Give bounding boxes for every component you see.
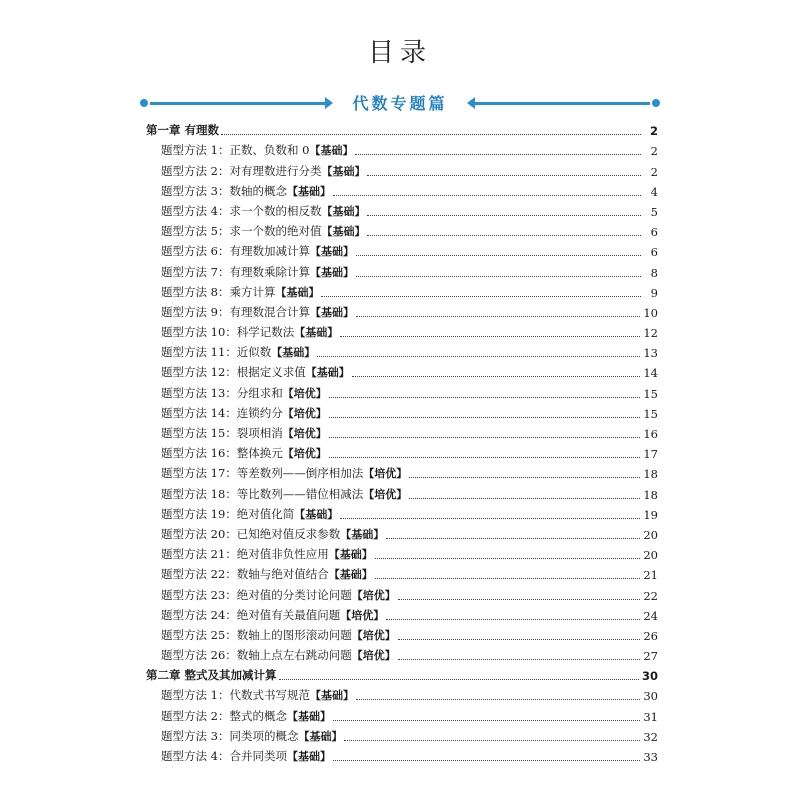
toc-entry-level-tag: 【基础】 [309,305,354,319]
toc-entry-label: 题型方法 6：有理数加减计算 [161,244,310,259]
toc-entry-label: 第一章 有理数 [146,123,220,138]
toc-entry-label: 题型方法 14：连锁约分 [161,405,283,420]
toc-method-entry[interactable] [146,259,658,279]
toc-entry-level-tag: 【培优】 [282,406,327,420]
toc-entry-label: 题型方法 1：代数式书写规范 [161,688,310,703]
toc-page-number: 22 [643,588,658,603]
toc-page-number: 6 [650,225,658,240]
toc-entry-label: 题型方法 22：数轴与绝对值结合 [161,567,329,582]
toc-method-entry[interactable] [146,461,658,481]
toc-entry-label: 题型方法 15：裂项相消 [161,426,283,440]
toc-entry-label: 题型方法 10：科学记数法 [161,325,295,340]
toc-page-number: 20 [643,548,658,563]
toc-dot-leader [333,719,640,721]
toc-dot-leader [356,698,640,700]
toc-entry-level-tag: 【基础】 [286,184,331,198]
toc-dot-leader [333,194,641,196]
toc-method-entry[interactable] [146,683,658,703]
toc-entry-level-tag: 【基础】 [321,225,366,239]
toc-entry-level-tag: 【基础】 [286,709,331,723]
toc-entry-label: 题型方法 9：有理数混合计算 [161,304,310,319]
toc-dot-leader [375,557,641,559]
toc-entry-label: 题型方法 17：等差数列——倒序相加法 [161,466,364,481]
toc-entry-label: 题型方法 4：求一个数的相反数 [161,203,322,218]
toc-method-entry[interactable] [146,360,658,380]
toc-page-number: 20 [643,527,658,542]
banner-line-left [150,102,325,105]
toc-page-number: 32 [643,729,658,744]
section-banner [140,94,660,112]
toc-method-entry[interactable] [146,280,658,300]
toc-method-entry[interactable] [146,643,658,663]
toc-dot-leader [317,355,640,357]
toc-entry-label: 题型方法 20：已知绝对值反求参数 [161,526,341,541]
toc-entry-label: 题型方法 13：分组求和 [161,385,283,400]
toc-page-number: 18 [643,467,658,482]
toc-dot-leader [375,577,641,579]
toc-entry-level-tag: 【基础】 [328,548,373,562]
toc-entry-label: 题型方法 1：正数、负数和 0 [161,143,310,158]
toc-page-number: 12 [643,326,658,341]
toc-page-number: 30 [643,689,658,704]
toc-entry-level-tag: 【基础】 [321,204,366,218]
toc-entry-level-tag: 【培优】 [282,427,327,440]
page-title: 目录 [367,38,432,68]
toc-method-entry[interactable] [146,603,658,623]
toc-dot-leader [340,335,640,337]
toc-page-number: 4 [650,184,658,199]
toc-method-entry[interactable] [146,158,658,178]
toc-dot-leader [356,254,641,256]
toc-dot-leader [356,315,640,317]
toc-method-entry[interactable] [146,320,658,340]
toc-entry-label: 题型方法 18：等比数列——错位相减法 [161,486,364,501]
toc-entry-label: 题型方法 4：合并同类项 [161,749,287,763]
toc-page-number: 26 [643,628,658,643]
toc-entry-label: 题型方法 26：数轴上点左右跳动问题 [161,648,352,663]
toc-page-number: 5 [650,204,658,219]
toc-entry-label: 题型方法 5：求一个数的绝对值 [161,224,322,239]
toc-dot-leader [367,234,641,236]
toc-dot-leader [329,396,641,398]
toc-page-number: 15 [643,406,658,421]
toc-dot-leader [367,174,641,176]
banner-arrow-left [325,97,333,109]
toc-page-number: 18 [643,487,658,502]
toc-entry-level-tag: 【培优】 [282,447,327,461]
toc-page-number: 6 [650,245,658,260]
toc-entry-label: 题型方法 8：乘方计算 [161,284,276,299]
toc-dot-leader [221,133,641,135]
toc-dot-leader [344,739,640,741]
banner-arrow-right [467,97,475,109]
toc-dot-leader [398,638,641,640]
toc-page-number: 27 [643,649,658,664]
toc-entry-level-tag: 【基础】 [328,568,373,582]
toc-entry-label: 题型方法 24：绝对值有关最值问题 [161,607,341,622]
toc-dot-leader [355,153,641,155]
toc-method-entry[interactable] [146,441,658,461]
toc-entry-level-tag: 【基础】 [305,366,350,380]
toc-entry-label: 题型方法 25：数轴上的图形滚动问题 [161,627,352,642]
toc-method-entry[interactable] [146,562,658,582]
toc-method-entry[interactable] [146,421,658,441]
toc-dot-leader [352,375,641,377]
toc-entry-label: 第二章 整式及其加减计算 [146,668,277,683]
toc-entry-label: 题型方法 19：绝对值化简 [161,506,295,521]
toc-page-number: 14 [643,366,658,381]
toc-dot-leader [356,275,641,277]
banner-dot-right [652,99,660,107]
toc-entry-level-tag: 【基础】 [286,750,331,763]
toc-entry-level-tag: 【基础】 [340,527,385,541]
toc-page-number: 19 [643,507,658,522]
toc-dot-leader [329,416,641,418]
toc-entry-label: 题型方法 3：数轴的概念 [161,183,287,198]
toc-entry-level-tag: 【基础】 [298,729,343,743]
toc-method-entry[interactable] [146,522,658,542]
toc-chapter-entry[interactable] [146,118,658,138]
toc-page-number: 9 [650,285,658,300]
toc-dot-leader [367,214,641,216]
toc-method-entry[interactable] [146,239,658,259]
toc-entry-label: 题型方法 11：近似数 [161,345,272,360]
toc-method-entry[interactable] [146,481,658,501]
toc-method-entry[interactable] [146,724,658,744]
toc-page-number: 33 [643,750,658,764]
toc-method-entry[interactable] [146,744,658,764]
banner-line-right [475,102,650,105]
toc-method-entry[interactable] [146,401,658,421]
toc-entry-level-tag: 【基础】 [309,689,354,703]
toc-entry-level-tag: 【基础】 [321,164,366,178]
section-title: 代数专题篇 [352,94,448,113]
toc-entry-label: 题型方法 3：同类项的概念 [161,728,299,743]
toc-entry-level-tag: 【培优】 [340,608,385,622]
toc-entry-level-tag: 【培优】 [363,487,408,501]
toc-chapter-entry[interactable] [146,663,658,683]
toc-entry-level-tag: 【培优】 [351,649,396,663]
toc-method-entry[interactable] [146,340,658,360]
toc-page-number: 15 [643,386,658,401]
toc-entry-level-tag: 【基础】 [271,346,316,360]
toc-method-entry[interactable] [146,219,658,239]
toc-dot-leader [398,598,641,600]
toc-page-number: 16 [643,427,658,441]
toc-page-number: 2 [650,164,658,179]
toc-dot-leader [340,517,640,519]
toc-page-number: 24 [643,608,658,623]
toc-method-entry[interactable] [146,542,658,562]
toc-method-entry[interactable] [146,300,658,320]
toc-entry-level-tag: 【基础】 [309,144,354,158]
toc-dot-leader [329,456,641,458]
toc-method-entry[interactable] [146,703,658,723]
toc-page-number: 17 [643,447,658,462]
toc-entry-level-tag: 【培优】 [351,628,396,642]
toc-page-number: 31 [643,709,658,724]
toc-entry-label: 题型方法 21：绝对值非负性应用 [161,547,329,562]
toc-dot-leader [333,759,640,761]
toc-entry-label: 题型方法 2：整式的概念 [161,708,287,723]
toc-entry-level-tag: 【基础】 [275,285,320,299]
toc-dot-leader [279,678,639,680]
toc-entry-level-tag: 【培优】 [351,588,396,602]
toc-entry-label: 题型方法 23：绝对值的分类讨论问题 [161,587,352,602]
toc-dot-leader [409,476,640,478]
toc-page-number: 30 [641,669,658,684]
toc-page-number: 10 [643,305,658,320]
toc-method-entry[interactable] [146,199,658,219]
toc-entry-level-tag: 【培优】 [282,386,327,400]
toc-method-entry[interactable] [146,179,658,199]
toc-page-number: 21 [643,568,658,583]
toc-entry-level-tag: 【培优】 [363,467,408,481]
toc-entry-level-tag: 【基础】 [294,507,339,521]
toc-entry-level-tag: 【基础】 [309,245,354,259]
toc-entry-label: 题型方法 2：对有理数进行分类 [161,163,322,178]
toc-entry-level-tag: 【基础】 [294,326,339,340]
toc-method-entry[interactable] [146,582,658,602]
toc-page-number: 2 [650,144,658,159]
toc-dot-leader [386,618,640,620]
toc-page-number: 8 [650,265,658,280]
toc-method-entry[interactable] [146,623,658,643]
toc-method-entry[interactable] [146,138,658,158]
toc-page-number: 13 [643,346,658,361]
table-of-contents [146,118,658,764]
toc-dot-leader [321,295,641,297]
toc-dot-leader [329,436,641,438]
toc-dot-leader [409,497,640,499]
toc-method-entry[interactable] [146,380,658,400]
toc-dot-leader [398,658,641,660]
toc-entry-label: 题型方法 12：根据定义求值 [161,365,306,380]
banner-dot-left [140,99,148,107]
toc-page-number: 2 [649,124,658,139]
toc-method-entry[interactable] [146,502,658,522]
toc-entry-label: 题型方法 7：有理数乘除计算 [161,264,310,279]
toc-entry-label: 题型方法 16：整体换元 [161,446,283,461]
toc-dot-leader [386,537,640,539]
toc-entry-level-tag: 【基础】 [309,265,354,279]
